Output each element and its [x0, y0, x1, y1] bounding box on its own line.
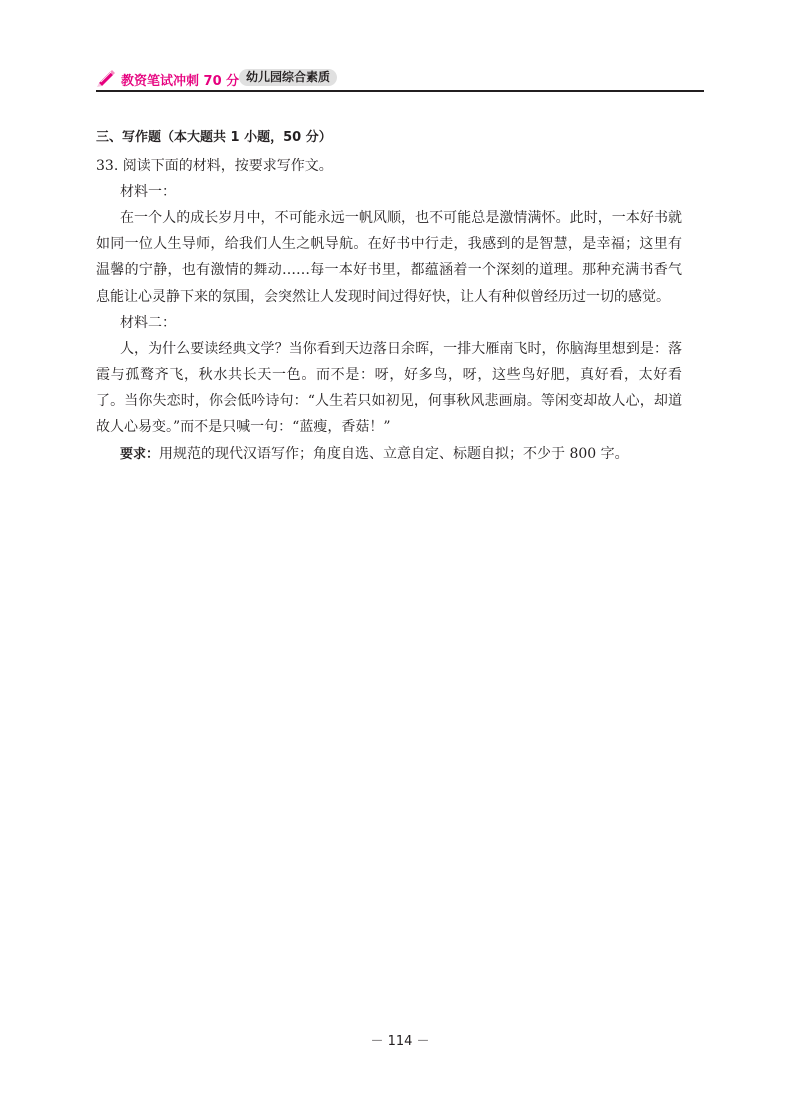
material1-label: 材料一：: [120, 184, 176, 200]
pencil-icon: [96, 69, 116, 87]
material2-label: 材料二：: [120, 314, 176, 331]
page-header: [96, 68, 704, 92]
header-badge: 幼儿园综合素质: [239, 69, 337, 86]
page-content: [96, 127, 708, 467]
requirement-label: 要求：: [120, 446, 160, 462]
page-number: － 114 －: [370, 1034, 430, 1049]
requirement: [96, 441, 708, 467]
header-title: 教资笔试冲刺 70 分: [121, 74, 240, 89]
question-prompt: 33. 阅读下面的材料，按要求写作文。: [96, 158, 333, 174]
material2-text: 人，为什么要读经典文学？当你看到天边落日余晖，一排大雁南飞时，你脑海里想到是：落霞与孤鹜齐飞，秋水共长天一色。而不是：呀，好多鸟，呀，这些鸟好肥，真好看，太好看了。当你失恋时，你会低吟诗句：“人生若只如初见，何事秋风悲画扇。等闲变却故人心，却道故人心易变。”而不是只喊一句：“蓝瘦，香菇！”: [96, 340, 682, 436]
requirement-text: 用规范的现代汉语写作；角度自选、立意自定、标题自拟；不少于 800 字。: [159, 445, 629, 462]
material1-text: 在一个人的成长岁月中，不可能永远一帆风顺，也不可能总是激情满怀。此时，一本好书就如同一位人生导师，给我们人生之帆导航。在好书中行走，我感到的是智慧，是幸福；这里有温馨的宁静，也有激情的舞动……每一本好书里，都蕴涵着一个深刻的道理。那种充满书香气息能让心灵静下来的氛围，会突然让人发现时间过得好快，让人有种似曾经历过一切的感觉。: [96, 210, 682, 305]
section-title: 三、写作题（本大题共 1 小题，50 分）: [96, 130, 332, 145]
header-divider: [96, 90, 704, 92]
